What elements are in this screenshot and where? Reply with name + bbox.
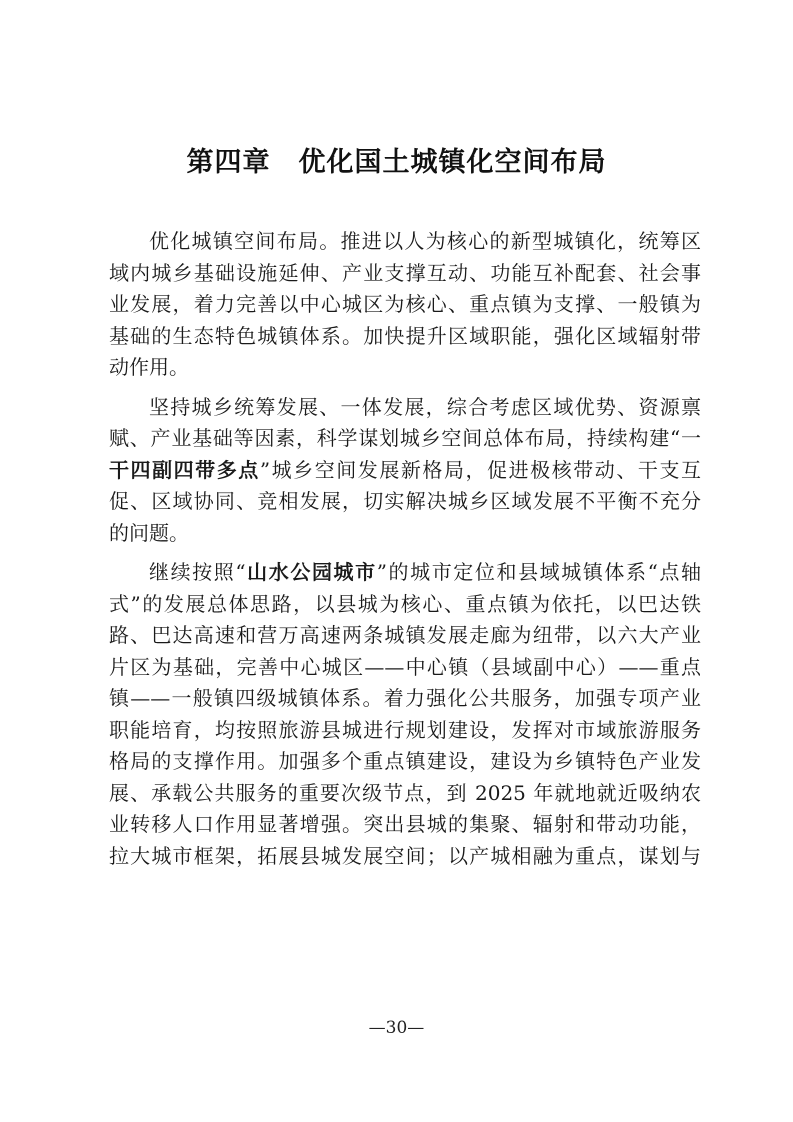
chapter-title: 第四章 优化国土城镇化空间布局 xyxy=(186,147,607,178)
paragraph-3-line-5: 镇——一般镇四级城镇体系。着力强化公共服务，加强专项产业 xyxy=(109,686,701,710)
body-text xyxy=(109,226,701,872)
bold-phrase-city-positioning: 山水公园城市 xyxy=(245,560,377,584)
paragraph-3-line-9: 业转移人口作用显著增强。突出县城的集聚、辐射和带动功能， xyxy=(109,812,701,836)
paragraph-3-line-10: 拉大城市框架，拓展县城发展空间；以产城相融为重点，谋划与 xyxy=(109,843,701,868)
bold-phrase-spatial-pattern: 干四副四带多点 xyxy=(109,457,260,482)
line-continuation: ”城乡空间发展新格局，促进极核带动、干支互 xyxy=(259,457,701,482)
paragraph-3-line-6: 职能培育，均按照旅游县城进行规划建设，发挥对市域旅游服务 xyxy=(109,717,701,742)
paragraph-1-line-5: 动作用。 xyxy=(109,355,189,379)
paragraph-2-line-5: 的问题。 xyxy=(109,520,189,545)
paragraph-2-line-3 xyxy=(109,455,701,487)
paragraph-1-line-2: 域内城乡基础设施延伸、产业支撑互动、功能互补配套、社会事 xyxy=(109,260,701,285)
paragraph-3-line-7: 格局的支撑作用。加强多个重点镇建设，建设为乡镇特色产业发 xyxy=(109,749,701,773)
paragraph-3-line-2: 式”的发展总体思路，以县城为核心、重点镇为依托，以巴达铁 xyxy=(109,591,701,616)
paragraph-3-line-4: 片区为基础，完善中心城区——中心镇（县域副中心）——重点 xyxy=(109,654,701,679)
page-number: —30— xyxy=(368,1018,425,1038)
paragraph-3-line-3: 路、巴达高速和营万高速两条城镇发展走廊为纽带，以六大产业 xyxy=(109,623,701,647)
paragraph-3-line-1 xyxy=(109,557,701,589)
paragraph-1-line-1: 优化城镇空间布局。推进以人为核心的新型城镇化，统筹区 xyxy=(149,229,701,253)
line-lead: 继续按照“ xyxy=(149,560,246,584)
paragraph-3-line-8: 展、承载公共服务的重要次级节点，到 2025 年就地就近吸纳农 xyxy=(109,780,701,805)
paragraph-2-line-2: 赋、产业基础等因素，科学谋划城乡空间总体布局，持续构建“一 xyxy=(109,426,701,450)
paragraph-1-line-3: 业发展，着力完善以中心城区为核心、重点镇为支撑、一般镇为 xyxy=(109,292,701,316)
paragraph-2-line-4: 促、区域协同、竞相发展，切实解决城乡区域发展不平衡不充分 xyxy=(109,489,701,513)
paragraph-1-line-4: 基础的生态特色城镇体系。加快提升区域职能，强化区域辐射带 xyxy=(109,323,701,348)
paragraph-2-line-1: 坚持城乡统筹发展、一体发展，综合考虑区域优势、资源禀 xyxy=(149,394,701,419)
line-continuation: ”的城市定位和县域城镇体系“点轴 xyxy=(376,560,702,584)
